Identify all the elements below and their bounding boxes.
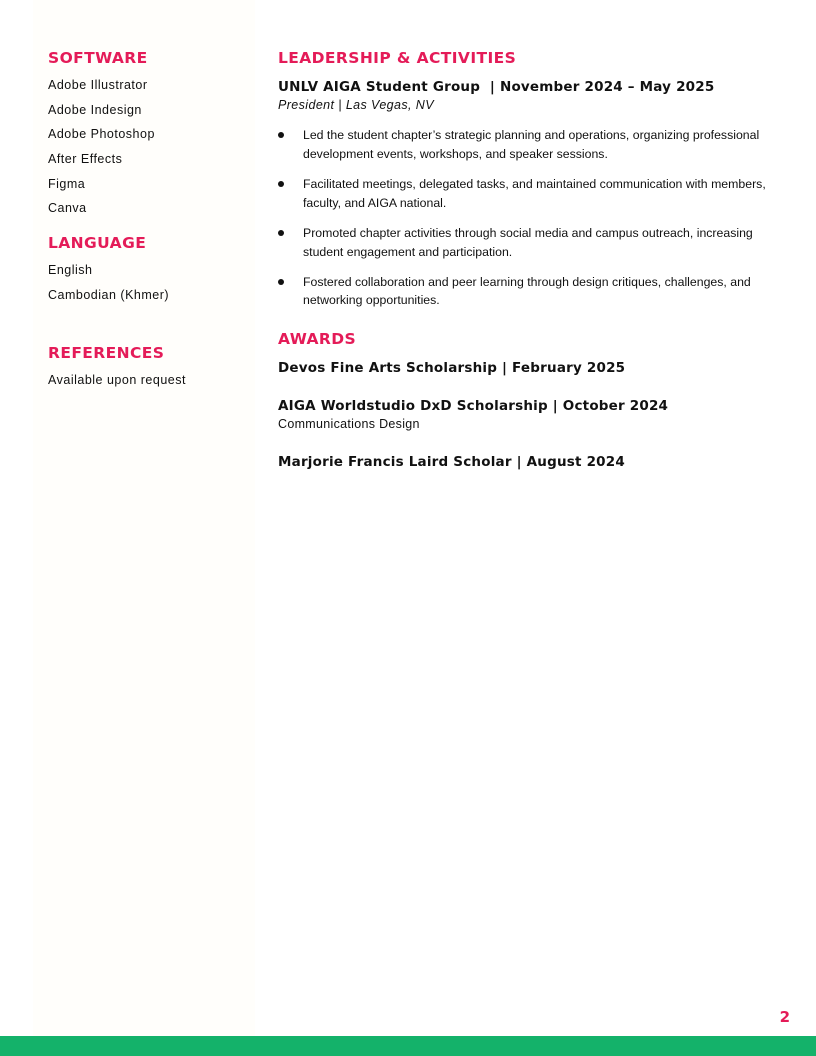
bullet-text: Fostered collaboration and peer learning through design critiques, challenges, and networking opportunities.	[303, 274, 751, 308]
list-item: Adobe Photoshop	[48, 127, 155, 142]
references-heading: REFERENCES	[48, 343, 165, 362]
bullet-item	[278, 224, 778, 262]
role-subtitle	[278, 96, 778, 114]
software-heading: SOFTWARE	[48, 49, 148, 67]
list-item: Available upon request	[48, 372, 186, 387]
bullet-icon	[278, 279, 284, 285]
footer-bar	[0, 1036, 816, 1056]
list-item: Figma	[48, 176, 86, 191]
role-title: President	[278, 98, 335, 112]
bullet-item	[278, 175, 778, 213]
bullet-text: Promoted chapter activities through social media and campus outreach, increasing student engagement and participation.	[303, 225, 753, 259]
award-title: AIGA Worldstudio DxD Scholarship | October 2024	[278, 398, 669, 415]
role-separator: |	[338, 98, 342, 112]
sidebar	[48, 48, 248, 392]
bullet-icon	[278, 230, 284, 236]
language-list	[48, 258, 248, 307]
list-item: Adobe Illustrator	[48, 78, 148, 92]
language-heading: LANGUAGE	[48, 234, 147, 253]
award-title: Devos Fine Arts Scholarship | February 2025	[278, 360, 626, 377]
bullet-item	[278, 126, 778, 164]
award-title: Marjorie Francis Laird Scholar | August 2024	[278, 454, 625, 471]
role-heading: UNLV AIGA Student Group | November 2024 – May 2025	[278, 79, 715, 95]
list-item: Adobe Indesign	[48, 102, 142, 117]
award-subtitle: Communications Design	[278, 417, 420, 432]
awards-list	[278, 359, 778, 471]
bullet-item	[278, 273, 778, 311]
bullet-text: Led the student chapter’s strategic planning and operations, organizing professional development events, workshops, and speaker sessions.	[303, 128, 760, 161]
role-location: Las Vegas, NV	[345, 98, 434, 112]
bullet-icon	[278, 132, 284, 138]
list-item: English	[48, 263, 93, 278]
list-item: Canva	[48, 201, 87, 216]
bullet-text: Facilitated meetings, delegated tasks, and maintained communication with members, faculty, and AIGA national.	[303, 176, 766, 210]
main-content	[278, 48, 778, 471]
bullet-icon	[278, 181, 284, 187]
list-item: After Effects	[48, 152, 123, 167]
leadership-heading: LEADERSHIP & ACTIVITIES	[278, 49, 517, 67]
page-number: 2	[779, 1008, 790, 1026]
references-list	[48, 368, 248, 393]
leadership-bullets	[278, 126, 778, 310]
list-item: Cambodian (Khmer)	[48, 287, 170, 302]
awards-heading: AWARDS	[278, 330, 357, 349]
software-list	[48, 73, 248, 221]
